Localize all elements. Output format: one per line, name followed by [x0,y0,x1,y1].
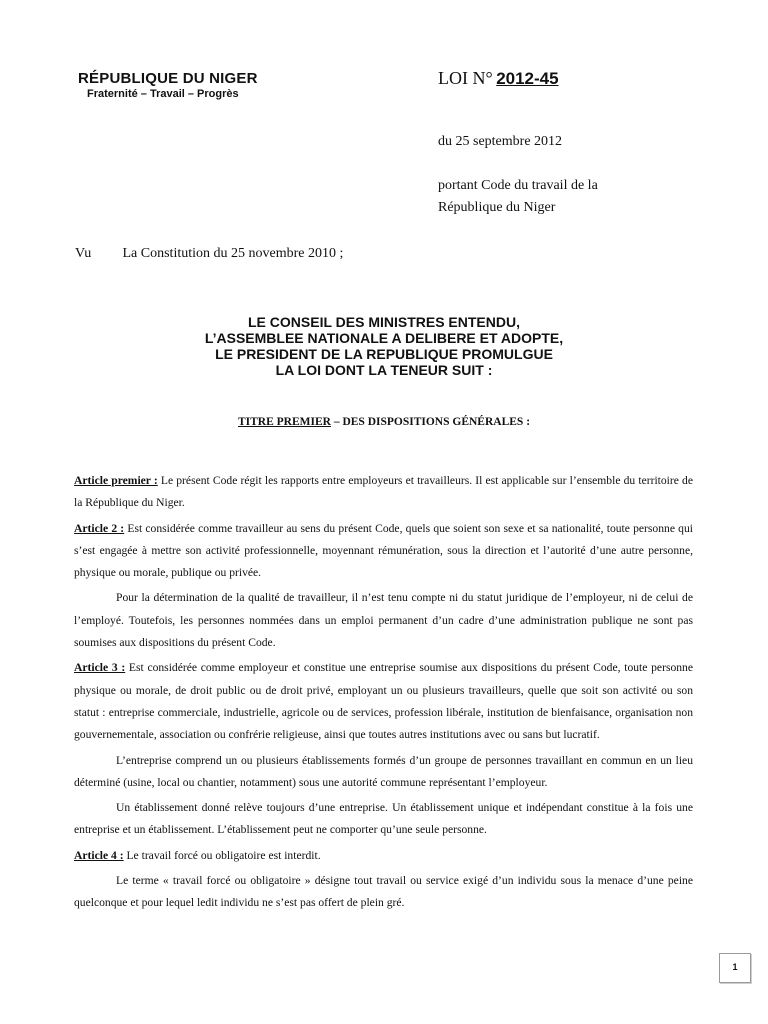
title-text: – DES DISPOSITIONS GÉNÉRALES : [330,416,531,428]
page-number: 1 [719,953,751,983]
republic-name: RÉPUBLIQUE DU NIGER [78,70,258,87]
article-label: Article 2 : [74,521,125,535]
article-paragraph: L’entreprise comprend un ou plusieurs établissements formés d’un groupe de personnes travaillant en commun en un lieu déterminé (usine, local ou chantier, notamment) sous une autorité commune représentant l’employeur. [74,753,693,789]
article-label: Article premier : [74,474,158,487]
law-date: du 25 septembre 2012 [438,134,563,149]
article-text: Le travail forcé ou obligatoire est interdit. [123,848,321,862]
article-text: Est considérée comme travailleur au sens du présent Code, quels que soient son sexe et sa nationalité, toute personne qui s’est engagée à mettre son activité professionnelle, moyennant rémunération, sous la direction et l’autorité d’une autre personne, physique ou morale, publique ou privée. [74,521,693,580]
title-label: TITRE PREMIER [237,416,331,428]
law-number: 2012-45 [496,69,559,88]
article-paragraph [74,470,693,515]
vu-text: La Constitution du 25 novembre 2010 ; [122,246,344,261]
article-paragraph [74,845,693,867]
national-motto: Fraternité – Travail – Progrès [87,88,239,100]
preamble-line: LE CONSEIL DES MINISTRES ENTENDU, [248,314,520,330]
article-text: Est considérée comme employeur et constitue une entreprise soumise aux dispositions du présent Code, toute personne physique ou morale, de droit public ou de droit privé, employant un ou plusieurs travailleurs, quelle que soit son activité ou son statut : entreprise commerciale, industrielle, agricole ou de services, profession libérale, institution de bienfaisance, organisation non gouvernementale, association ou confrérie religieuse, ainsi que toutes autres institutions avec ou sans but lucratif. [74,661,693,742]
article-paragraph [74,518,693,585]
article-paragraph: Le terme « travail forcé ou obligatoire » désigne tout travail ou service exigé d’un individu sous la menace d’une peine quelconque et pour lequel ledit individu ne s’est pas offert de plein gré. [74,874,693,910]
article-paragraph: Un établissement donné relève toujours d’une entreprise. Un établissement unique et indépendant constitue à la fois une entreprise et un établissement. L’établissement peut ne comporter qu’une seule personne. [74,801,693,837]
document-body [74,470,693,918]
preamble-line: LE PRESIDENT DE LA REPUBLIQUE PROMULGUE [215,346,553,362]
law-purpose-line: République du Niger [438,200,556,215]
article-label: Article 3 : [74,661,126,675]
law-purpose [438,175,668,219]
vu-label: Vu [75,246,92,261]
document-header-left [78,70,338,100]
preamble [0,314,768,378]
law-prefix: LOI N° [438,68,493,88]
law-title [438,68,698,89]
article-text: Le présent Code régit les rapports entre employeurs et travailleurs. Il est applicable sur l’ensemble du territoire de la République du Niger. [74,474,693,510]
vu-clause [75,246,343,262]
preamble-line: L’ASSEMBLEE NATIONALE A DELIBERE ET ADOPTE, [204,330,564,346]
article-paragraph [74,657,693,746]
preamble-line: LA LOI DONT LA TENEUR SUIT : [275,362,493,378]
article-label: Article 4 : [74,848,124,862]
article-paragraph: Pour la détermination de la qualité de travailleur, il n’est tenu compte ni du statut juridique de l’employeur, ni de celui de l’employé. Toutefois, les personnes nommées dans un emploi permanent d’un cadre d’une administration publique ne sont pas soumises aux dispositions du présent Code. [74,591,693,650]
title-heading [0,416,768,428]
law-purpose-line: portant Code du travail de la [438,178,598,193]
